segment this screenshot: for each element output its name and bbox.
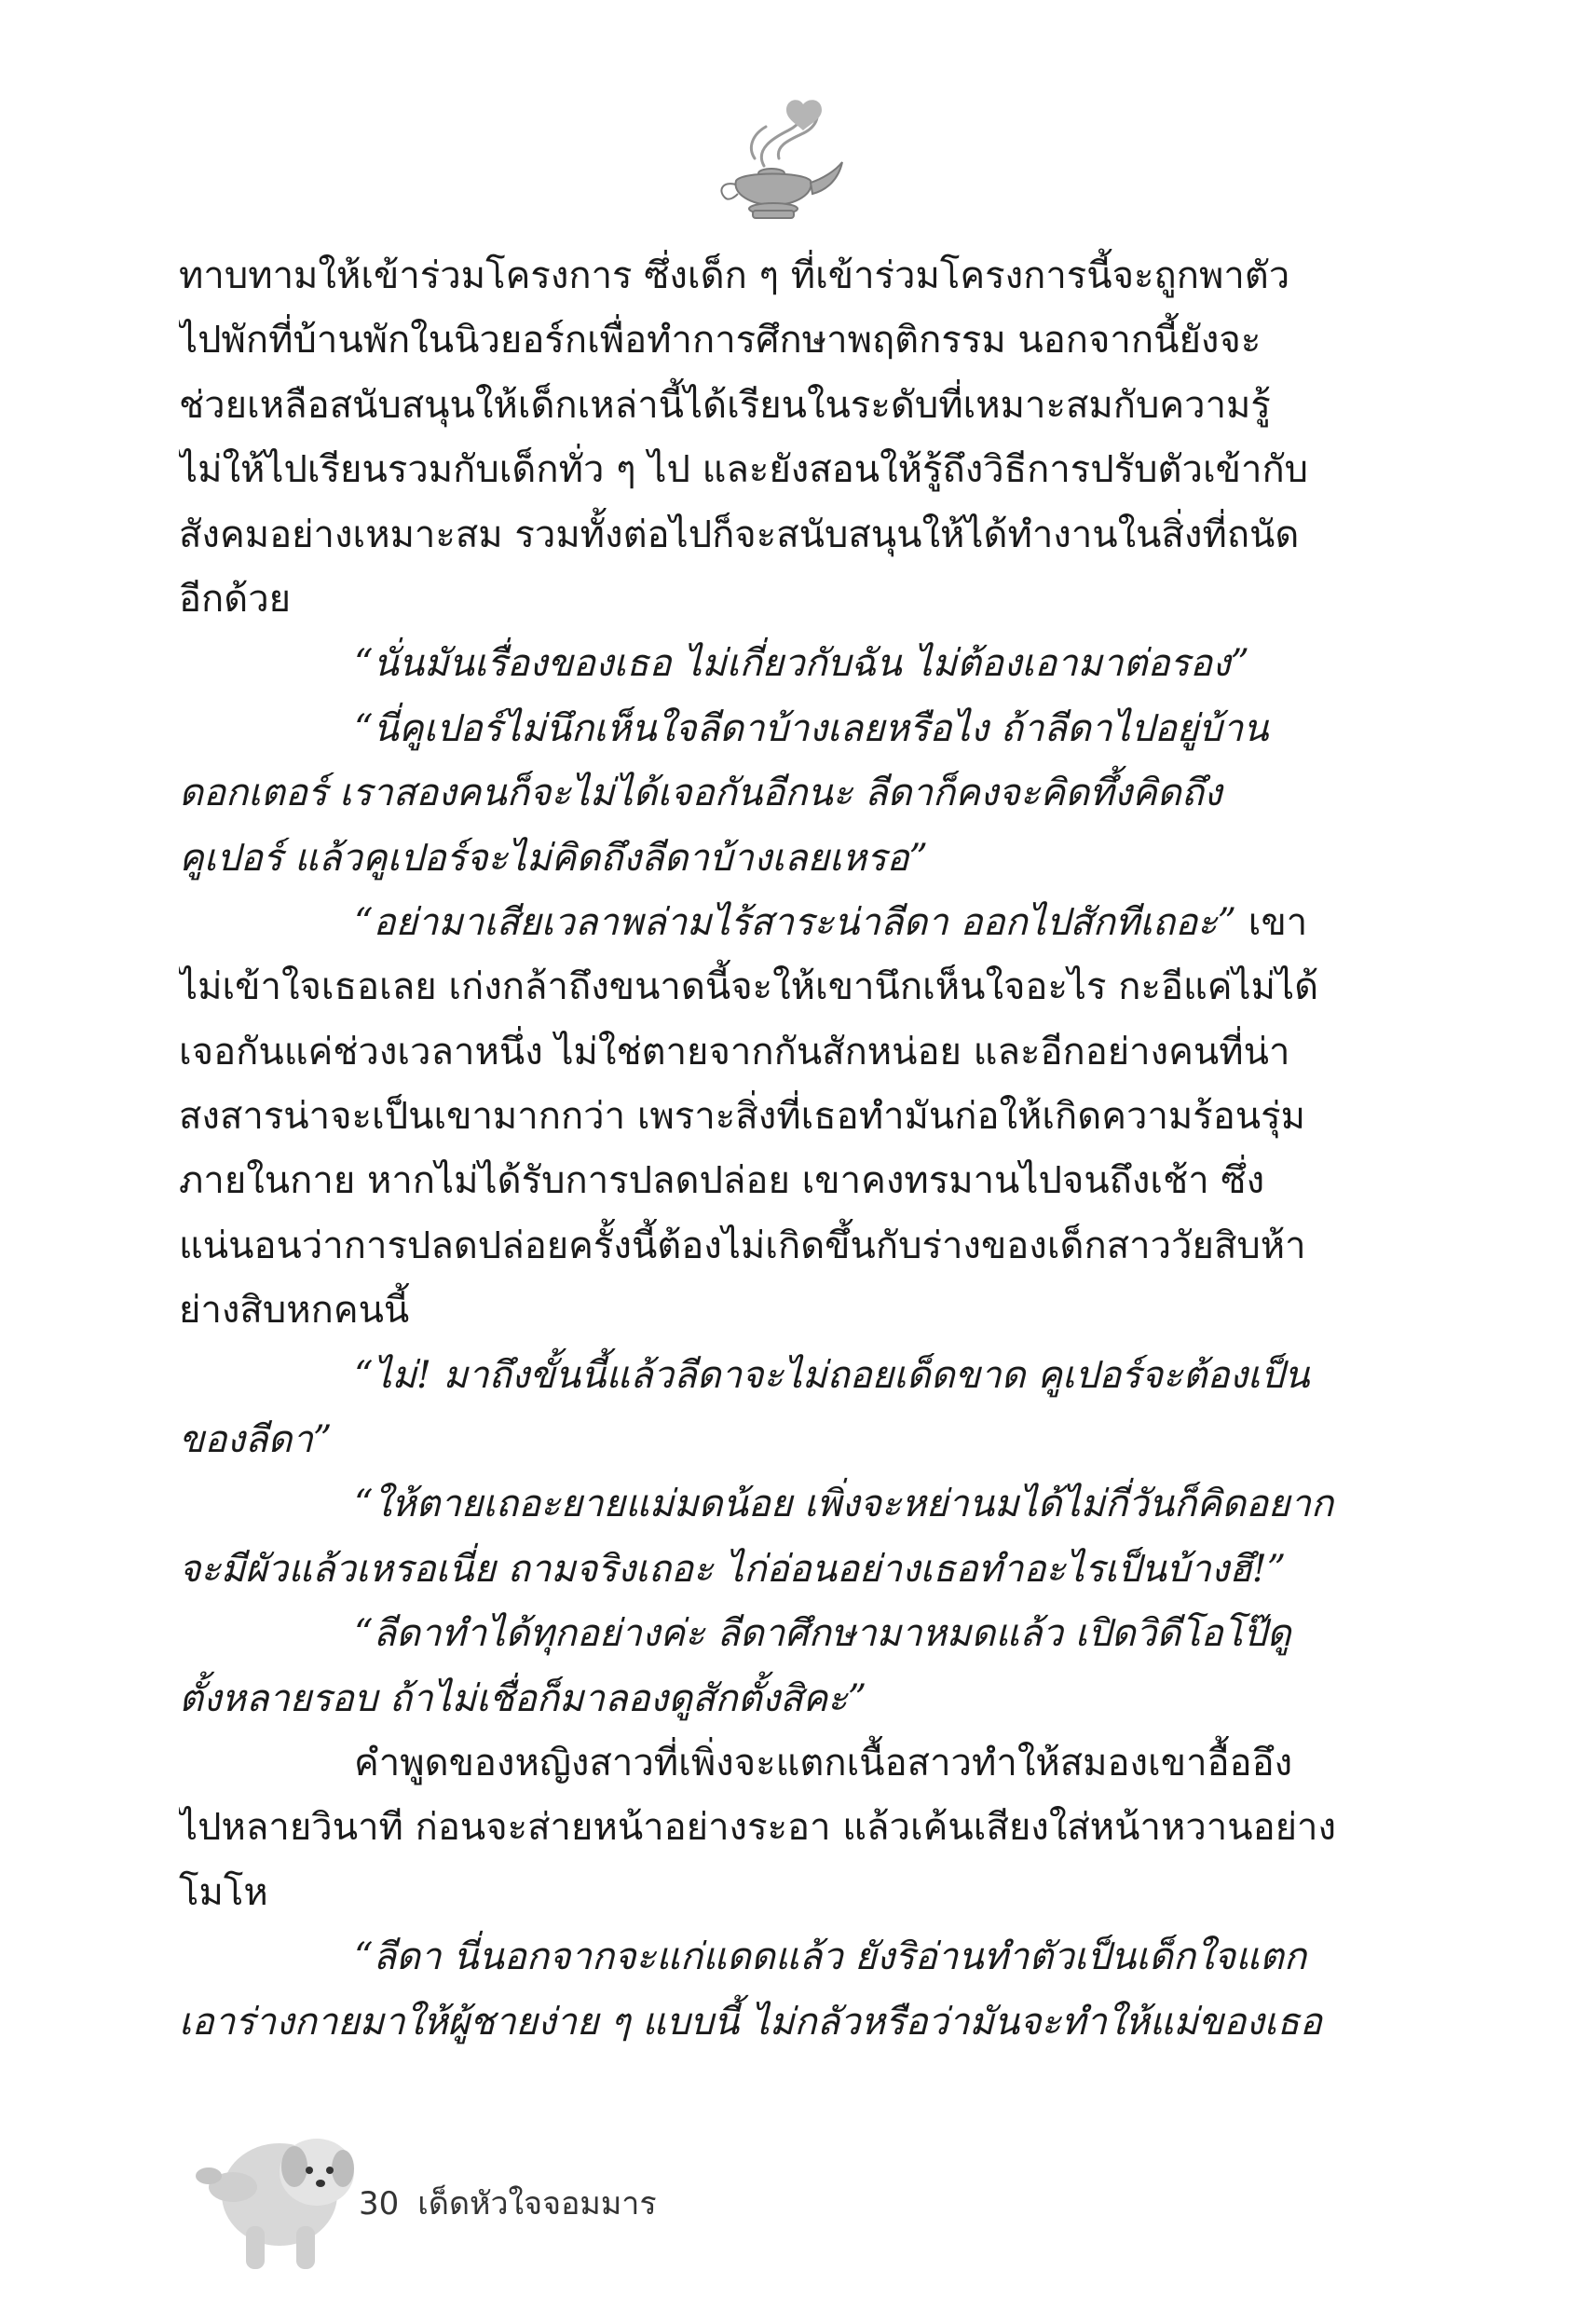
page-body-text — [179, 244, 1388, 2108]
dialogue-line: “ลีดาทำได้ทุกอย่างค่ะ ลีดาศึกษามาหมดแล้ว เปิดวิดีโอโป๊ดู — [354, 1612, 1291, 1656]
body-line: เจอกันแค่ช่วงเวลาหนึ่ง ไม่ใช่ตายจากกันสักหน่อย และอีกอย่างคนที่น่า — [179, 1030, 1290, 1073]
dialogue-line: ของลีดา” — [179, 1418, 333, 1462]
dialogue-quote: “อย่ามาเสียเวลาพล่ามไร้สาระน่าลีดา ออกไปสักทีเถอะ” — [354, 900, 1237, 944]
dialogue-line — [179, 891, 1388, 955]
body-line: ไปหลายวินาที ก่อนจะส่ายหน้าอย่างระอา แล้วเค้นเสียงใส่หน้าหวานอย่าง — [179, 1806, 1337, 1850]
body-line: สังคมอย่างเหมาะสม รวมทั้งต่อไปก็จะสนับสนุนให้ได้ทำงานในสิ่งที่ถนัด — [179, 513, 1300, 556]
dialogue-line: ดอกเตอร์ เราสองคนก็จะไม่ได้เจอกันอีกนะ ลีดาก็คงจะคิดทึ้งคิดถึง — [179, 772, 1222, 815]
body-line: โมโห — [179, 1870, 268, 1914]
body-line: ไปพักที่บ้านพักในนิวยอร์กเพื่อทำการศึกษาพฤติกรรม นอกจากนี้ยังจะ — [179, 319, 1262, 362]
body-line: อีกด้วย — [179, 577, 292, 621]
body-line: ไม่เข้าใจเธอเลย เก่งกล้าถึงขนาดนี้จะให้เขานึกเห็นใจอะไร กะอีแค่ไม่ได้ — [179, 965, 1319, 1009]
magic-lamp-ornament-icon — [699, 93, 848, 224]
body-line: สงสารน่าจะเป็นเขามากกว่า เพราะสิ่งที่เธอทำมันก่อให้เกิดความร้อนรุ่ม — [179, 1095, 1306, 1139]
body-line: ทาบทามให้เข้าร่วมโครงการ ซึ่งเด็ก ๆ ที่เข้าร่วมโครงการนี้จะถูกพาตัว — [179, 254, 1290, 297]
puppy-illustration-icon — [177, 2101, 363, 2278]
body-line: คำพูดของหญิงสาวที่เพิ่งจะแตกเนื้อสาวทำให้สมองเขาอื้ออึง — [354, 1741, 1293, 1785]
dialogue-line: ตั้งหลายรอบ ถ้าไม่เชื่อก็มาลองดูสักตั้งสิคะ” — [179, 1676, 867, 1720]
page-footer — [359, 2181, 657, 2227]
dialogue-line: “ไม่! มาถึงขั้นนี้แล้วลีดาจะไม่ถอยเด็ดขาด คูเปอร์จะต้องเป็น — [354, 1353, 1310, 1397]
body-line: ภายในกาย หากไม่ได้รับการปลดปล่อย เขาคงทรมานไปจนถึงเช้า ซึ่ง — [179, 1159, 1265, 1203]
dialogue-line: “นี่คูเปอร์ไม่นึกเห็นใจลีดาบ้างเลยหรือไง ถ้าลีดาไปอยู่บ้าน — [354, 706, 1269, 750]
dialogue-line: “ลีดา นี่นอกจากจะแก่แดดแล้ว ยังริอ่านทำตัวเป็นเด็กใจแตก — [354, 1935, 1307, 1979]
body-line: ไม่ให้ไปเรียนรวมกับเด็กทั่ว ๆ ไป และยังสอนให้รู้ถึงวิธีการปรับตัวเข้ากับ — [179, 448, 1309, 492]
book-title: เด็ดหัวใจจอมมาร — [417, 2185, 657, 2222]
body-line: ย่างสิบหกคนนี้ — [179, 1289, 410, 1333]
narration-continuation: เขา — [1236, 900, 1308, 944]
page-number: 30 — [359, 2185, 400, 2222]
dialogue-line: “นั่นมันเรื่องของเธอ ไม่เกี่ยวกับฉัน ไม่ต้องเอามาต่อรอง” — [354, 642, 1249, 686]
dialogue-line: คูเปอร์ แล้วคูเปอร์จะไม่คิดถึงลีดาบ้างเลยเหรอ” — [179, 836, 928, 880]
body-line: ช่วยเหลือสนับสนุนให้เด็กเหล่านี้ได้เรียนในระดับที่เหมาะสมกับความรู้ — [179, 383, 1271, 427]
dialogue-line: จะมีผัวแล้วเหรอเนี่ย ถามจริงเถอะ ไก่อ่อนอย่างเธอทำอะไรเป็นบ้างฮึ!” — [179, 1547, 1287, 1591]
body-line: แน่นอนว่าการปลดปล่อยครั้งนี้ต้องไม่เกิดขึ้นกับร่างของเด็กสาววัยสิบห้า — [179, 1224, 1306, 1267]
dialogue-line: เอาร่างกายมาให้ผู้ชายง่าย ๆ แบบนี้ ไม่กลัวหรือว่ามันจะทำให้แม่ของเธอ — [179, 2000, 1322, 2044]
dialogue-line: “ให้ตายเถอะยายแม่มดน้อย เพิ่งจะหย่านมได้ไม่กี่วันก็คิดอยาก — [354, 1483, 1334, 1526]
